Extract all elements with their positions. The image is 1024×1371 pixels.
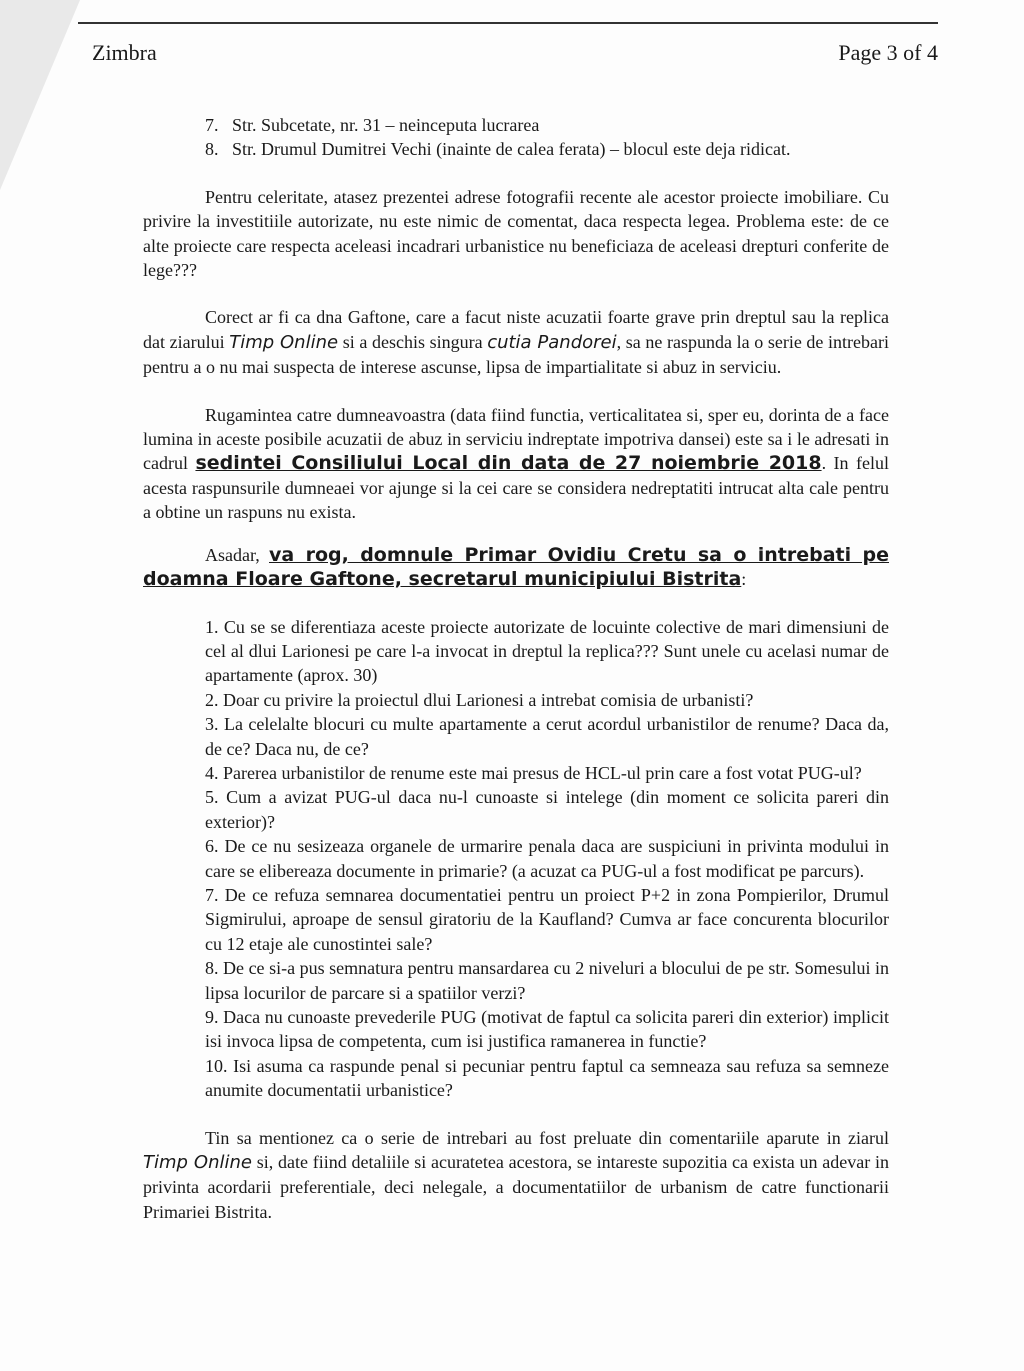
newspaper-name: Timp Online (143, 1152, 252, 1174)
question-item: 2. Doar cu privire la proiectul dlui Larionesi a intrebat comisia de urbanisti? (205, 689, 754, 710)
paragraph-request: Rugamintea catre dumneavoastra (data fiind functia, verticalitatea si, sper eu, dorinta de a face lumina in aceste posibile acuzatii de abuz in serviciu indreptate impotriva dansei) este sa i le adresati in cadrul sedintei Consiliului Local din data de 27 noiembrie 2018. In felul acesta raspunsurile dumneaei vor ajunge si la cei care se considera nedreptatiti intrucat alta cale pentru a obtine un raspuns nu exista. (143, 404, 889, 523)
newspaper-name: Timp Online (229, 331, 339, 353)
question-list (143, 615, 889, 1103)
paragraph-conclusion: Tin sa mentionez ca o serie de intrebari au fost preluate din comentariile aparute in ziarul Timp Online si, date fiind detaliile si acuratetea acestora, se intareste supozitia ca exista un adevar in privinta acordarii preferentiale, deci nelegale, a documentatiilor de urbanism de catre functionarii Primariei Bistrita. (143, 1127, 889, 1222)
header-page-number: Page 3 of 4 (838, 40, 938, 65)
document-body (143, 113, 889, 1224)
paragraph-address-mayor: Asadar, va rog, domnule Primar Ovidiu Cretu sa o intrebati pe doamna Floare Gaftone, secretarul municipiului Bistrita: (143, 543, 889, 591)
question-item: 6. De ce nu sesizeaza organele de urmarire penala daca are suspiciuni in privinta modului in care se elibereaza documente in primarie? (a acuzat ca PUG-ul a fost modificat pe parcurs). (205, 836, 889, 881)
header-app-name: Zimbra (92, 40, 157, 65)
paragraph-photos: Pentru celeritate, atasez prezentei adrese fotografii recente ale acestor proiecte imobiliare. Cu privire la investitiile autorizate, nu este nimic de comentat, daca respecta legea. Problema este: de ce alte proiecte care respecta aceleasi incadrari urbanistice nu beneficiaza de aceleasi drepturi conferite de lege??? (143, 186, 889, 281)
question-item: 5. Cum a avizat PUG-ul daca nu-l cunoaste si intelege (din moment ce solicita pareri din exterior)? (205, 787, 889, 832)
pandora-phrase: cutia Pandorei (487, 331, 617, 353)
question-item: 10. Isi asuma ca raspunde penal si pecuniar pentru faptul ca semneaza sau refuza sa semneze anumite documentatii urbanistice? (205, 1055, 889, 1101)
address-item-8: 8. Str. Drumul Dumitrei Vechi (inainte de calea ferata) – blocul este deja ridicat. (205, 139, 791, 160)
question-item: 3. La celelalte blocuri cu multe apartamente a cerut acordul urbanistilor de renume? Daca da, de ce? Daca nu, de ce? (205, 714, 889, 759)
council-meeting-highlight: sedintei Consiliului Local din data de 27 noiembrie 2018 (195, 452, 822, 475)
question-item: 4. Parerea urbanistilor de renume este mai presus de HCL-ul prin care a fost votat PUG-ul? (205, 762, 862, 783)
paragraph-pandora: Corect ar fi ca dna Gaftone, care a facut niste acuzatii foarte grave prin dreptul sau la replica dat ziarului Timp Online si a deschis singura cutia Pandorei, sa ne raspunda la o serie de intrebari pentru a o nu mai suspecta de interese ascunse, lipsa de impartialitate si abuz in serviciu. (143, 307, 890, 378)
question-item: 7. De ce refuza semnarea documentatiei pentru un proiect P+2 in zona Pompierilor, Drumul Sigmirului, aproape de sensul giratoriu de la Kaufland? Cumva ar face concurenta blocurilor cu 12 etaje ale cunostintei sale? (205, 884, 889, 954)
question-item: 8. De ce si-a pus semnatura pentru mansardarea cu 2 niveluri a blocului de pe str. Somesului in lipsa locurilor de parcare si a spatiilor verzi? (205, 958, 889, 1003)
header-rule (78, 22, 938, 24)
question-item: 9. Daca nu cunoaste prevederile PUG (motivat de faptul ca solicita pareri din exterior) implicit isi invoca lipsa de competenta, cum isi justifica ramanerea in functie? (205, 1007, 889, 1052)
address-item-7: 7. Str. Subcetate, nr. 31 – neinceputa lucrarea (205, 115, 540, 135)
folded-corner (0, 0, 80, 190)
mayor-request-highlight: va rog, domnule Primar Ovidiu Cretu sa o intrebati pe doamna Floare Gaftone, secretarul municipiului Bistrita (143, 543, 889, 591)
question-item: 1. Cu se se diferentiaza aceste proiecte autorizate de locuinte colective de mari dimensiuni de cel al dlui Larionesi pe care l-a invocat in dreptul la replica??? Sunt unele cu acelasi numar de apartamente (aprox. 30) (205, 616, 889, 686)
